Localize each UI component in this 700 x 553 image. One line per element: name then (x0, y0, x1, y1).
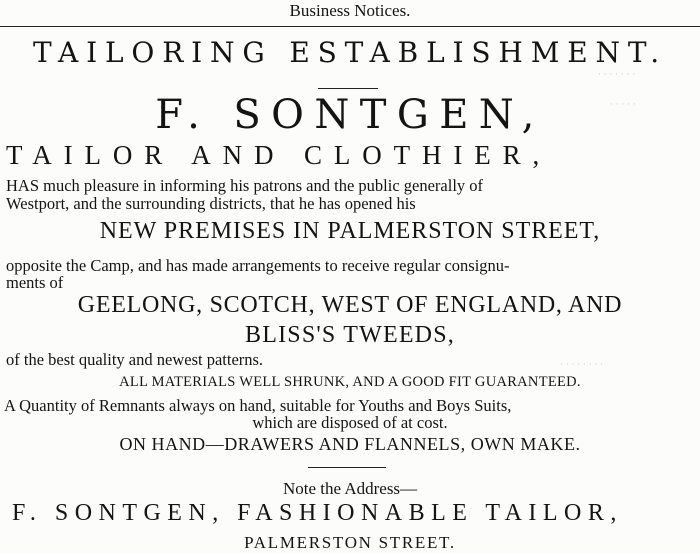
tweeds-line-1: GEELONG, SCOTCH, WEST OF ENGLAND, AND (77, 292, 623, 318)
bleed-through-text: · · · · · · · · (560, 360, 603, 370)
body-line-1: HAS much pleasure in informing his patrons and the public generally of (6, 176, 484, 195)
on-hand-line: ON HAND—DRAWERS AND FLANNELS, OWN MAKE. (119, 434, 581, 454)
camp-line-2: ments of (6, 273, 64, 292)
premises-line: NEW PREMISES IN PALMERSTON STREET, (99, 218, 601, 244)
section-title: Business Notices. (289, 1, 411, 20)
trade-line: TAILOR AND CLOTHIER, (6, 140, 552, 170)
bleed-through-text: · · · · · (610, 100, 636, 110)
short-rule (318, 88, 378, 89)
remnants-line-1: A Quantity of Remnants always on hand, suitable for Youths and Boys Suits, (4, 396, 512, 415)
tweeds-line-2: BLISS'S TWEEDS, (245, 322, 455, 348)
quality-line: of the best quality and newest patterns. (6, 350, 264, 369)
body-line-2: Westport, and the surrounding districts, that he has opened his (6, 194, 416, 213)
remnants-line-2: which are disposed of at cost. (252, 413, 448, 432)
top-rule (0, 26, 700, 27)
note-line: Note the Address— (282, 479, 418, 498)
camp-line-1: opposite the Camp, and has made arrangements to receive regular consignu- (6, 256, 510, 275)
materials-line: ALL MATERIALS WELL SHRUNK, AND A GOOD FIT GUARANTEED. (119, 374, 581, 390)
address-name: F. SONTGEN, FASHIONABLE TAILOR, (12, 500, 623, 526)
proprietor-name: F. SONTGEN, (155, 92, 545, 138)
bleed-through-text: · · · · · · · (598, 70, 636, 80)
address-street: PALMERSTON STREET. (244, 533, 456, 552)
headline: TAILORING ESTABLISHMENT. (33, 36, 667, 69)
bottom-rule (308, 467, 386, 468)
